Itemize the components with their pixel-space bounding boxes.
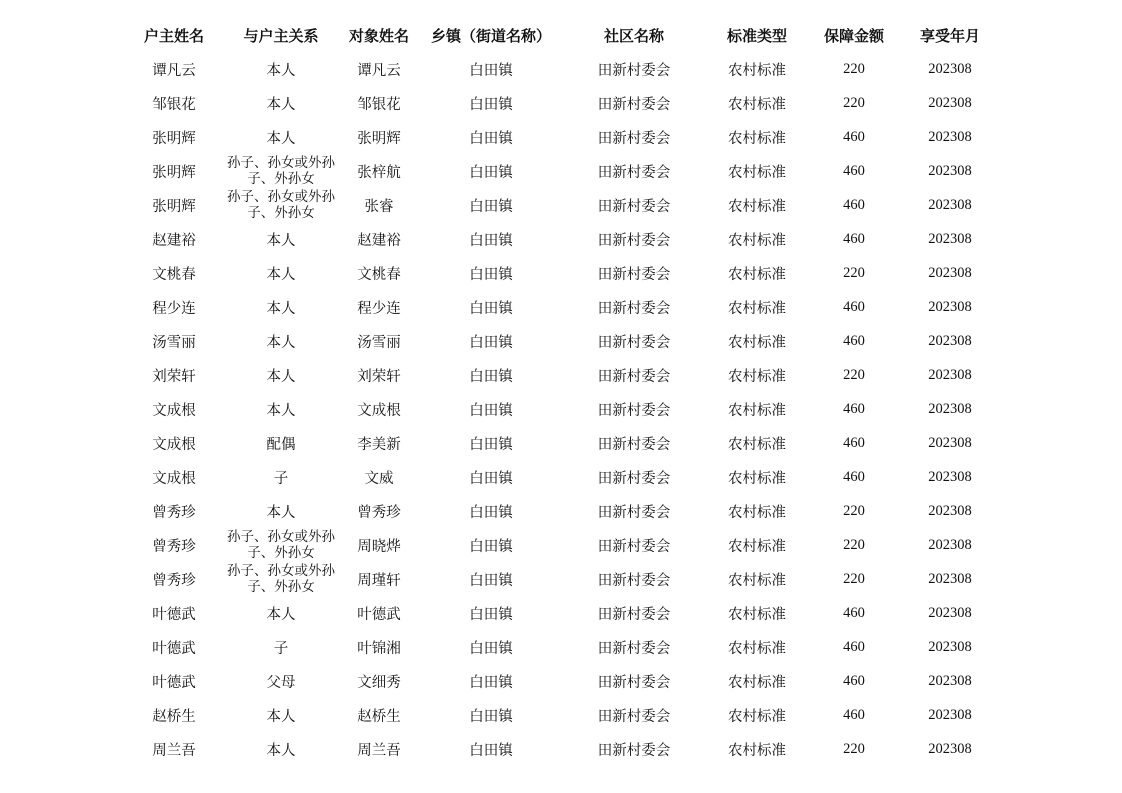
relation-cell: 父母 <box>266 674 296 691</box>
relation-cell: 本人 <box>266 62 296 79</box>
month-cell: 202308 <box>928 434 972 451</box>
household-head-cell: 曾秀珍 <box>152 504 196 521</box>
table-row <box>126 222 1002 256</box>
community-cell: 田新村委会 <box>597 470 671 487</box>
table-row <box>126 460 1002 494</box>
household-head-cell: 叶德武 <box>152 640 196 657</box>
month-cell: 202308 <box>928 672 972 689</box>
allowance-table <box>126 18 1002 766</box>
town-cell: 白田镇 <box>469 164 513 181</box>
table-row <box>126 664 1002 698</box>
table-row <box>126 358 1002 392</box>
col-header-relation: 与户主关系 <box>243 26 319 45</box>
month-cell: 202308 <box>928 60 972 77</box>
town-cell: 白田镇 <box>469 368 513 385</box>
amount-cell: 220 <box>843 366 865 383</box>
standard-type-cell: 农村标准 <box>728 606 786 623</box>
community-cell: 田新村委会 <box>597 198 671 215</box>
town-cell: 白田镇 <box>469 572 513 589</box>
standard-type-cell: 农村标准 <box>728 164 786 181</box>
table-row <box>126 86 1002 120</box>
community-cell: 田新村委会 <box>597 96 671 113</box>
relation-cell: 子 <box>273 640 289 657</box>
standard-type-cell: 农村标准 <box>728 470 786 487</box>
month-cell: 202308 <box>928 536 972 553</box>
amount-cell: 460 <box>843 672 865 689</box>
table-row <box>126 528 1002 562</box>
month-cell: 202308 <box>928 740 972 757</box>
town-cell: 白田镇 <box>469 640 513 657</box>
community-cell: 田新村委会 <box>597 62 671 79</box>
amount-cell: 460 <box>843 638 865 655</box>
month-cell: 202308 <box>928 706 972 723</box>
month-cell: 202308 <box>928 638 972 655</box>
relation-cell: 本人 <box>266 402 296 419</box>
recipient-name-cell: 文成根 <box>357 402 401 419</box>
relation-cell: 本人 <box>266 708 296 725</box>
amount-cell: 460 <box>843 604 865 621</box>
community-cell: 田新村委会 <box>597 402 671 419</box>
month-cell: 202308 <box>928 400 972 417</box>
relation-cell: 孙子、孙女或外孙子、外孙女 <box>227 155 335 187</box>
community-cell: 田新村委会 <box>597 164 671 181</box>
recipient-name-cell: 张梓航 <box>357 164 401 181</box>
amount-cell: 220 <box>843 570 865 587</box>
relation-cell: 本人 <box>266 96 296 113</box>
recipient-name-cell: 张睿 <box>364 198 394 215</box>
town-cell: 白田镇 <box>469 130 513 147</box>
town-cell: 白田镇 <box>469 742 513 759</box>
amount-cell: 460 <box>843 230 865 247</box>
standard-type-cell: 农村标准 <box>728 708 786 725</box>
relation-cell: 本人 <box>266 504 296 521</box>
recipient-name-cell: 谭凡云 <box>357 62 401 79</box>
relation-cell: 孙子、孙女或外孙子、外孙女 <box>227 563 335 595</box>
household-head-cell: 赵桥生 <box>152 708 196 725</box>
recipient-name-cell: 周晓烨 <box>357 538 401 555</box>
amount-cell: 220 <box>843 264 865 281</box>
standard-type-cell: 农村标准 <box>728 96 786 113</box>
recipient-name-cell: 文威 <box>364 470 394 487</box>
col-header-recipient-name: 对象姓名 <box>348 26 409 45</box>
relation-cell: 本人 <box>266 334 296 351</box>
town-cell: 白田镇 <box>469 402 513 419</box>
town-cell: 白田镇 <box>469 470 513 487</box>
standard-type-cell: 农村标准 <box>728 198 786 215</box>
town-cell: 白田镇 <box>469 538 513 555</box>
amount-cell: 220 <box>843 536 865 553</box>
table-row <box>126 392 1002 426</box>
standard-type-cell: 农村标准 <box>728 130 786 147</box>
recipient-name-cell: 叶德武 <box>357 606 401 623</box>
month-cell: 202308 <box>928 162 972 179</box>
table-row <box>126 596 1002 630</box>
amount-cell: 220 <box>843 740 865 757</box>
relation-cell: 本人 <box>266 742 296 759</box>
standard-type-cell: 农村标准 <box>728 232 786 249</box>
amount-cell: 460 <box>843 196 865 213</box>
town-cell: 白田镇 <box>469 232 513 249</box>
amount-cell: 220 <box>843 94 865 111</box>
table-row <box>126 494 1002 528</box>
month-cell: 202308 <box>928 94 972 111</box>
recipient-name-cell: 文桃春 <box>357 266 401 283</box>
community-cell: 田新村委会 <box>597 708 671 725</box>
month-cell: 202308 <box>928 230 972 247</box>
standard-type-cell: 农村标准 <box>728 674 786 691</box>
recipient-name-cell: 曾秀珍 <box>357 504 401 521</box>
town-cell: 白田镇 <box>469 436 513 453</box>
table-row <box>126 562 1002 596</box>
table-header <box>126 18 1002 52</box>
household-head-cell: 文成根 <box>152 402 196 419</box>
recipient-name-cell: 汤雪丽 <box>357 334 401 351</box>
household-head-cell: 张明辉 <box>152 164 196 181</box>
standard-type-cell: 农村标准 <box>728 436 786 453</box>
table-row <box>126 120 1002 154</box>
relation-cell: 孙子、孙女或外孙子、外孙女 <box>227 189 335 221</box>
recipient-name-cell: 李美新 <box>357 436 401 453</box>
month-cell: 202308 <box>928 366 972 383</box>
community-cell: 田新村委会 <box>597 640 671 657</box>
table-row <box>126 52 1002 86</box>
household-head-cell: 谭凡云 <box>152 62 196 79</box>
recipient-name-cell: 张明辉 <box>357 130 401 147</box>
relation-cell: 本人 <box>266 232 296 249</box>
community-cell: 田新村委会 <box>597 572 671 589</box>
recipient-name-cell: 叶锦湘 <box>357 640 401 657</box>
household-head-cell: 叶德武 <box>152 606 196 623</box>
community-cell: 田新村委会 <box>597 130 671 147</box>
relation-cell: 孙子、孙女或外孙子、外孙女 <box>227 529 335 561</box>
recipient-name-cell: 赵桥生 <box>357 708 401 725</box>
col-header-amount: 保障金额 <box>823 26 884 45</box>
amount-cell: 460 <box>843 128 865 145</box>
standard-type-cell: 农村标准 <box>728 402 786 419</box>
month-cell: 202308 <box>928 468 972 485</box>
table-row <box>126 290 1002 324</box>
standard-type-cell: 农村标准 <box>728 334 786 351</box>
recipient-name-cell: 赵建裕 <box>357 232 401 249</box>
amount-cell: 460 <box>843 162 865 179</box>
community-cell: 田新村委会 <box>597 538 671 555</box>
household-head-cell: 文成根 <box>152 436 196 453</box>
community-cell: 田新村委会 <box>597 504 671 521</box>
community-cell: 田新村委会 <box>597 232 671 249</box>
col-header-community: 社区名称 <box>603 26 664 45</box>
town-cell: 白田镇 <box>469 198 513 215</box>
standard-type-cell: 农村标准 <box>728 538 786 555</box>
town-cell: 白田镇 <box>469 300 513 317</box>
community-cell: 田新村委会 <box>597 436 671 453</box>
household-head-cell: 曾秀珍 <box>152 538 196 555</box>
household-head-cell: 文桃春 <box>152 266 196 283</box>
amount-cell: 460 <box>843 706 865 723</box>
month-cell: 202308 <box>928 196 972 213</box>
household-head-cell: 汤雪丽 <box>152 334 196 351</box>
table-row <box>126 698 1002 732</box>
community-cell: 田新村委会 <box>597 606 671 623</box>
standard-type-cell: 农村标准 <box>728 368 786 385</box>
community-cell: 田新村委会 <box>597 334 671 351</box>
household-head-cell: 文成根 <box>152 470 196 487</box>
recipient-name-cell: 文细秀 <box>357 674 401 691</box>
town-cell: 白田镇 <box>469 266 513 283</box>
town-cell: 白田镇 <box>469 62 513 79</box>
community-cell: 田新村委会 <box>597 674 671 691</box>
relation-cell: 本人 <box>266 130 296 147</box>
recipient-name-cell: 邹银花 <box>357 96 401 113</box>
community-cell: 田新村委会 <box>597 266 671 283</box>
relation-cell: 本人 <box>266 300 296 317</box>
relation-cell: 配偶 <box>266 436 296 453</box>
table-row <box>126 630 1002 664</box>
household-head-cell: 邹银花 <box>152 96 196 113</box>
amount-cell: 460 <box>843 468 865 485</box>
household-head-cell: 张明辉 <box>152 130 196 147</box>
household-head-cell: 程少连 <box>152 300 196 317</box>
amount-cell: 220 <box>843 502 865 519</box>
table-row <box>126 256 1002 290</box>
relation-cell: 本人 <box>266 606 296 623</box>
household-head-cell: 张明辉 <box>152 198 196 215</box>
relation-cell: 子 <box>273 470 289 487</box>
col-header-household-head: 户主姓名 <box>143 26 204 45</box>
standard-type-cell: 农村标准 <box>728 300 786 317</box>
col-header-town: 乡镇（街道名称） <box>430 26 551 45</box>
recipient-name-cell: 程少连 <box>357 300 401 317</box>
community-cell: 田新村委会 <box>597 300 671 317</box>
household-head-cell: 刘荣轩 <box>152 368 196 385</box>
town-cell: 白田镇 <box>469 504 513 521</box>
town-cell: 白田镇 <box>469 708 513 725</box>
household-head-cell: 周兰吾 <box>152 742 196 759</box>
household-head-cell: 曾秀珍 <box>152 572 196 589</box>
amount-cell: 460 <box>843 298 865 315</box>
standard-type-cell: 农村标准 <box>728 742 786 759</box>
recipient-name-cell: 刘荣轩 <box>357 368 401 385</box>
table-body <box>126 52 1002 766</box>
table-row <box>126 426 1002 460</box>
community-cell: 田新村委会 <box>597 368 671 385</box>
table-row <box>126 732 1002 766</box>
month-cell: 202308 <box>928 128 972 145</box>
standard-type-cell: 农村标准 <box>728 266 786 283</box>
household-head-cell: 赵建裕 <box>152 232 196 249</box>
town-cell: 白田镇 <box>469 334 513 351</box>
standard-type-cell: 农村标准 <box>728 640 786 657</box>
month-cell: 202308 <box>928 332 972 349</box>
table-row <box>126 154 1002 188</box>
relation-cell: 本人 <box>266 368 296 385</box>
amount-cell: 220 <box>843 60 865 77</box>
standard-type-cell: 农村标准 <box>728 572 786 589</box>
town-cell: 白田镇 <box>469 96 513 113</box>
amount-cell: 460 <box>843 400 865 417</box>
header-row <box>126 18 1002 52</box>
month-cell: 202308 <box>928 264 972 281</box>
month-cell: 202308 <box>928 570 972 587</box>
table-row <box>126 188 1002 222</box>
town-cell: 白田镇 <box>469 606 513 623</box>
relation-cell: 本人 <box>266 266 296 283</box>
town-cell: 白田镇 <box>469 674 513 691</box>
recipient-name-cell: 周瑾轩 <box>357 572 401 589</box>
standard-type-cell: 农村标准 <box>728 62 786 79</box>
month-cell: 202308 <box>928 604 972 621</box>
month-cell: 202308 <box>928 298 972 315</box>
col-header-month: 享受年月 <box>919 26 980 45</box>
month-cell: 202308 <box>928 502 972 519</box>
household-head-cell: 叶德武 <box>152 674 196 691</box>
table-row <box>126 324 1002 358</box>
recipient-name-cell: 周兰吾 <box>357 742 401 759</box>
col-header-standard-type: 标准类型 <box>726 26 787 45</box>
standard-type-cell: 农村标准 <box>728 504 786 521</box>
community-cell: 田新村委会 <box>597 742 671 759</box>
amount-cell: 460 <box>843 434 865 451</box>
amount-cell: 460 <box>843 332 865 349</box>
